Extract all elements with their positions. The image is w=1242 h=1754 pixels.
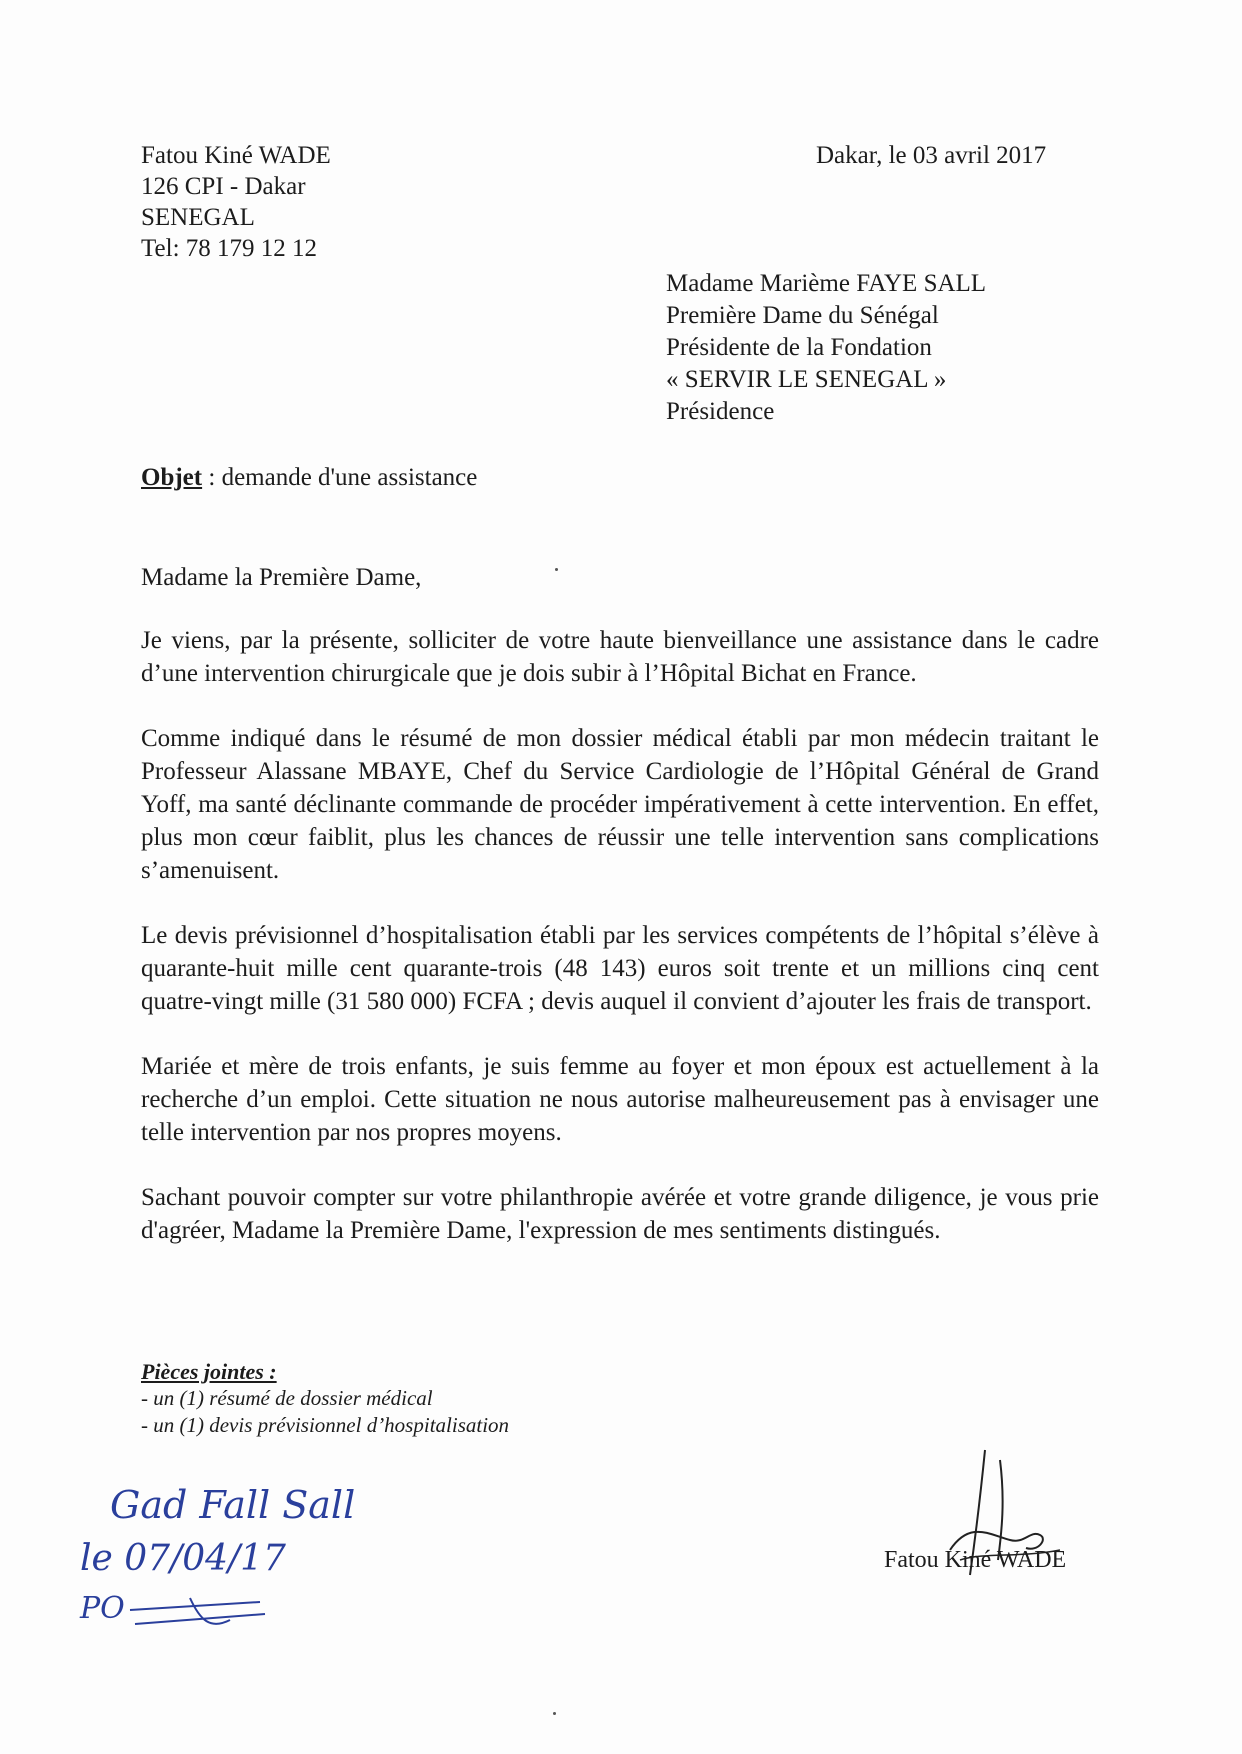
paragraph: Comme indiqué dans le résumé de mon dossier médical établi par mon médecin traitant le Professeur Alassane MBAYE, Chef du Service Cardiologie de l’Hôpital Général de Grand Yoff, ma santé déclinante commande de procéder impérativement à cette intervention. En effet, plus mon cœur faiblit, plus les chances de réussir une telle intervention sans complications s’amenuisent.	[141, 725, 1099, 884]
signer-name: Fatou Kiné WADE	[884, 1547, 1067, 1573]
sender-block	[141, 140, 331, 264]
paragraph: Le devis prévisionnel d’hospitalisation établi par les services compétents de l’hôpital s’élève à quarante-huit mille cent quarante-trois (48 143) euros soit trente et un millions cinq cent quatre-vingt mille (31 580 000) FCFA ; devis auquel il convient d’ajouter les frais de transport.	[141, 922, 1099, 1015]
handnote-line-1: Gad Fall Sall	[110, 1483, 356, 1527]
scan-speck	[553, 1712, 556, 1715]
sender-phone: Tel: 78 179 12 12	[141, 235, 318, 262]
letter-body	[141, 624, 1099, 1279]
handwritten-note	[60, 1470, 400, 1640]
recipient-name: Madame Marième FAYE SALL	[666, 270, 987, 297]
recipient-foundation: « SERVIR LE SENEGAL »	[666, 366, 947, 393]
sender-country: SENEGAL	[141, 204, 255, 231]
paragraph: Sachant pouvoir compter sur votre philanthropie avérée et votre grande diligence, je vous prie d'agréer, Madame la Première Dame, l'expression de mes sentiments distingués.	[141, 1184, 1099, 1244]
subject-line	[141, 462, 477, 493]
sender-address: 126 CPI - Dakar	[141, 173, 306, 200]
attachments-title: Pièces jointes :	[141, 1359, 277, 1384]
paragraph: Je viens, par la présente, solliciter de votre haute bienveillance une assistance dans le cadre d’une intervention chirurgicale que je dois subir à l’Hôpital Bichat en France.	[141, 627, 1099, 687]
handnote-line-3: PO	[80, 1591, 125, 1626]
sender-name: Fatou Kiné WADE	[141, 142, 331, 169]
salutation: Madame la Première Dame,	[141, 564, 422, 591]
recipient-title-1: Première Dame du Sénégal	[666, 302, 939, 329]
letter-date: Dakar, le 03 avril 2017	[816, 142, 1047, 169]
handnote-line-2: le 07/04/17	[80, 1538, 286, 1579]
attachment-item: - un (1) devis prévisionnel d’hospitalisation	[141, 1413, 510, 1437]
attachments-block	[141, 1358, 509, 1439]
recipient-office: Présidence	[666, 398, 775, 425]
attachment-item: - un (1) résumé de dossier médical	[141, 1386, 433, 1410]
subject-text: demande d'une assistance	[221, 464, 478, 491]
recipient-block	[666, 268, 986, 428]
recipient-title-2: Présidente de la Fondation	[666, 334, 932, 361]
subject-label: Objet	[141, 464, 203, 491]
subject-separator: :	[202, 464, 222, 491]
scan-speck	[555, 568, 558, 571]
paragraph: Mariée et mère de trois enfants, je suis femme au foyer et mon époux est actuellement à la recherche d’un emploi. Cette situation ne nous autorise malheureusement pas à envisager une telle intervention par nos propres moyens.	[141, 1053, 1099, 1146]
